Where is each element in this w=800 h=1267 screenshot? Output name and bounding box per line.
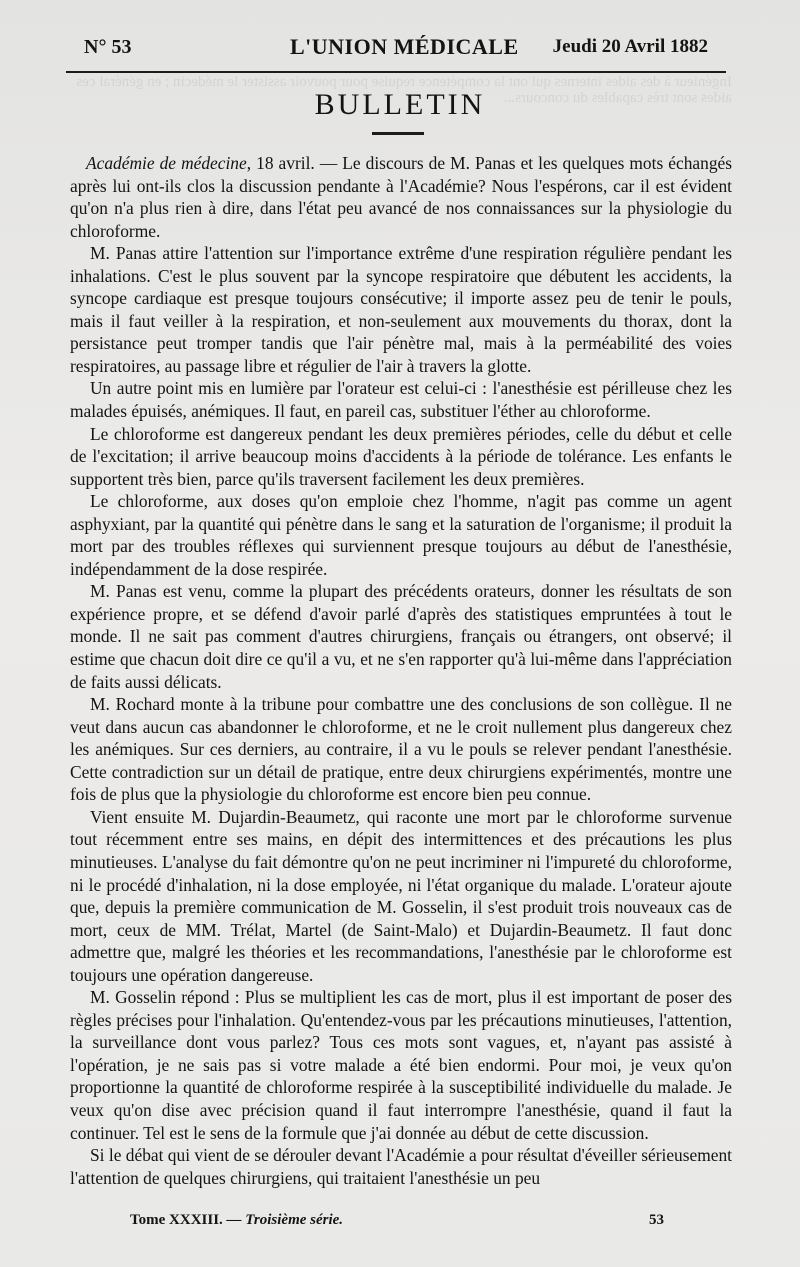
paragraph: M. Panas est venu, comme la plupart des précédents orateurs, donner les résultats de son expérience propre, et se défend d'avoir parlé d'après des statistiques empruntées à tout le monde. Il ne sait pas comment d'autres chirurgiens, français ou étrangers, ont observé; il estime que chacun doit dire ce qu'il a vu, et ne s'en rapporter qu'à lui-même dans l'appréciation de faits aussi délicats. [70, 581, 732, 692]
section-title: BULLETIN [314, 88, 486, 121]
volume-info [130, 1212, 343, 1229]
page-number: 53 [649, 1212, 664, 1228]
article-body [70, 152, 732, 1189]
title-rule [372, 132, 424, 135]
paragraph: Le chloroforme est dangereux pendant les deux premières périodes, celle du début et celle de l'excitation; il arrive beaucoup moins d'accidents à la période de tolérance. Les enfants le supportent très bien, parce qu'ils traversent facilement les deux premières. [70, 423, 732, 489]
page-footer [70, 1212, 732, 1234]
paragraph: M. Rochard monte à la tribune pour combattre une des conclusions de son collègue. Il ne veut dans aucun cas abandonner le chloroforme, et ne le croit nullement plus dangereux chez les anémiques. Sur ces derniers, au contraire, il a vu le pouls se relever pendant l'anesthésie. Cette contradiction sur un détail de pratique, entre deux chirurgiens expérimentés, montre une fois de plus que la physiologie du chloroforme est encore bien peu connue. [70, 694, 732, 805]
issue-number: N° 53 [84, 36, 132, 58]
paragraph [70, 152, 732, 242]
paragraph: M. Gosselin répond : Plus se multiplient les cas de mort, plus il est important de poser des règles précises pour l'inhalation. Qu'entendez-vous par les précautions minutieuses, l'attention, la surveillance dont vous parlez? Tous ces mots sont vagues, et, n'ayant pas assisté à l'opération, je ne sais pas si votre malade a été bien endormi. Pour moi, je veux qu'on proportionne la quantité de chloroforme respirée à la susceptibilité individuelle du malade. Je veux qu'on dise avec précision quand il faut interrompre l'anesthésie, quand il faut la continuer. Tel est le sens de la formule que j'ai donnée au début de cette discussion. [70, 987, 732, 1143]
paragraph: Vient ensuite M. Dujardin-Beaumetz, qui raconte une mort par le chloroforme survenue tout récemment entre ses mains, en dépit des intermittences et des précautions les plus minutieuses. L'analyse du fait démontre qu'on ne peut incriminer ni l'impureté du chloroforme, ni le procédé d'inhalation, ni la dose employée, ni l'état organique du malade. L'orateur ajoute que, depuis la première communication de M. Gosselin, il s'est produit trois nouveaux cas de mort, ceux de MM. Trélat, Martel (de Saint-Malo) et Dujardin-Beaumetz. Il faut donc admettre que, malgré les théories et les recommandations, l'anesthésie par le chloroforme est toujours une opération dangereuse. [70, 806, 732, 985]
issue-date: Jeudi 20 Avril 1882 [552, 36, 708, 57]
series-label: — Troisième série. [222, 1212, 344, 1228]
journal-title: L'UNION MÉDICALE [290, 34, 519, 59]
page-header [74, 34, 724, 64]
paragraph-text: , 18 avril. — Le discours de M. Panas et les quelques mots échangés après lui ont-ils clos la discussion pendante à l'Académie? Nous l'espérons, car il est évident qu'on n'a plus rien à dire, dans l'état peu avancé de nos connaissances sur la physiologie du chloroforme. [70, 153, 732, 241]
header-rule [66, 71, 726, 73]
paragraph: Si le débat qui vient de se dérouler devant l'Académie a pour résultat d'éveiller sérieusement l'attention de quelques chirurgiens, qui traitaient l'anesthésie un peu [70, 1145, 732, 1188]
bleed-through-text: Ingénieur à des aides internes qui ont la compétence requise pour pouvoir assister le médecin ; en général ces aides sont très capables du concours... [76, 74, 732, 106]
paragraph-lead: Académie de médecine [86, 153, 247, 173]
paragraph: M. Panas attire l'attention sur l'importance extrême d'une respiration régulière pendant les inhalations. C'est le plus souvent par la syncope respiratoire que débutent les accidents, la syncope cardiaque est presque toujours consécutive; il importe assez peu de tenir le pouls, mais il faut veiller à la respiration, et non-seulement aux mouvements du thorax, dont la persistance peut tromper tandis que l'air pénètre mal, mais à la perméabilité des voies respiratoires, au passage libre et régulier de l'air à travers la glotte. [70, 243, 732, 376]
paragraph: Un autre point mis en lumière par l'orateur est celui-ci : l'anesthésie est périlleuse chez les malades épuisés, anémiques. Il faut, en pareil cas, substituer l'éther au chloroforme. [70, 378, 732, 422]
paragraph: Le chloroforme, aux doses qu'on emploie chez l'homme, n'agit pas comme un agent asphyxiant, par la quantité qui pénètre dans le sang et la saturation de l'organisme; il produit la mort par des troubles réflexes qui surviennent presque toujours au début de l'anesthésie, indépendamment de la dose respirée. [70, 491, 732, 579]
tome-label: Tome XXXIII. [130, 1212, 223, 1228]
